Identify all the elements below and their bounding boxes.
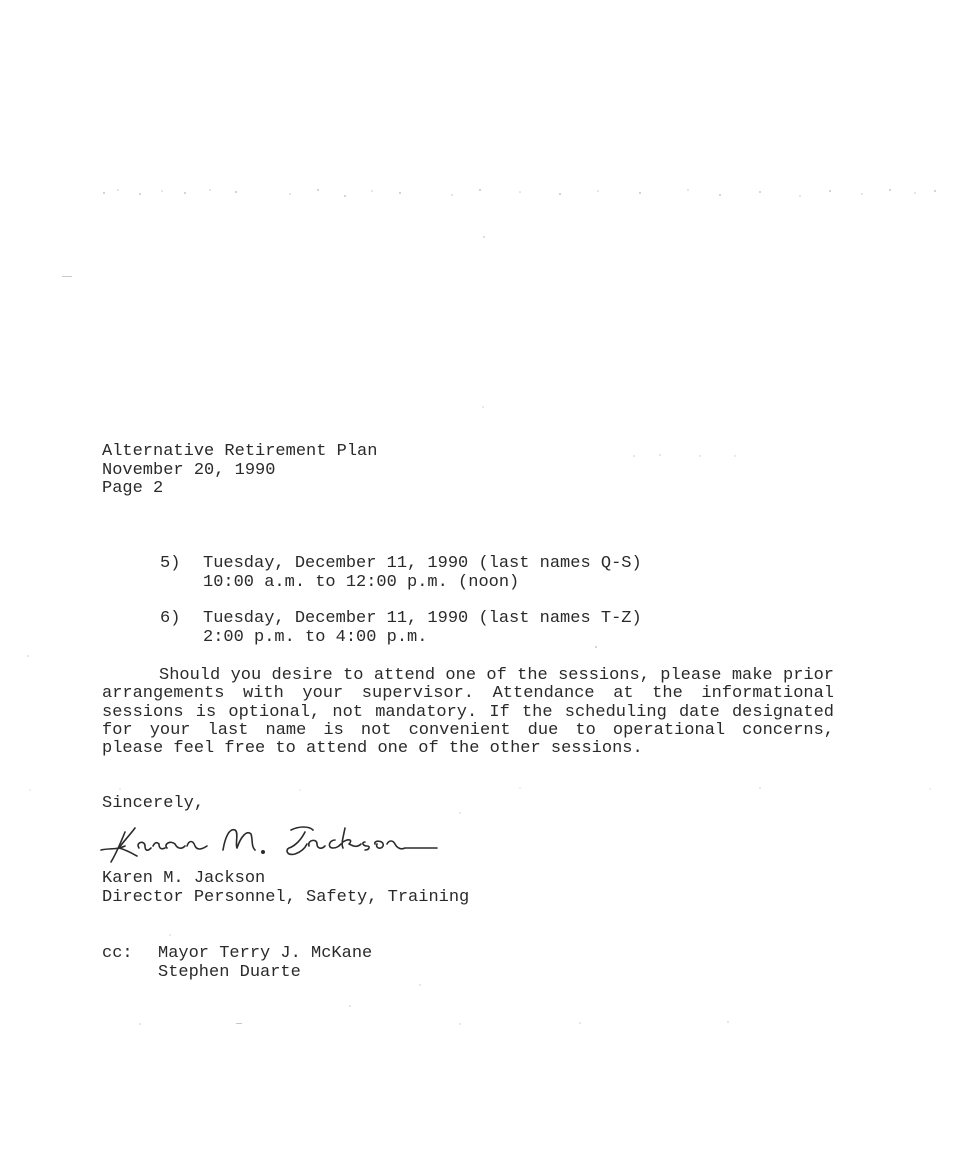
session-time: 2:00 p.m. to 4:00 p.m. — [203, 627, 428, 647]
signer-name: Karen M. Jackson — [102, 869, 266, 888]
session-number: 6) — [160, 609, 181, 628]
session-item — [160, 610, 642, 647]
session-date: Tuesday, December 11, 1990 (last names T-Z) — [203, 609, 642, 628]
header-subject: Alternative Retirement Plan — [102, 442, 378, 461]
header-date: November 20, 1990 — [102, 460, 276, 480]
cc-recipient: Stephen Duarte — [158, 963, 301, 982]
signer-block — [102, 869, 469, 907]
cc-recipient: Mayor Terry J. McKane — [158, 944, 373, 963]
header-page-number: Page 2 — [102, 479, 164, 498]
handwritten-signature — [95, 810, 445, 870]
cc-block — [102, 944, 372, 982]
cc-label: cc: — [102, 944, 133, 963]
session-date: Tuesday, December 11, 1990 (last names Q-S) — [203, 554, 642, 573]
session-time: 10:00 a.m. to 12:00 p.m. (noon) — [203, 572, 520, 592]
session-item — [160, 555, 642, 592]
signer-title: Director Personnel, Safety, Training — [102, 888, 470, 907]
session-number: 5) — [160, 554, 181, 573]
closing: Sincerely, — [102, 794, 205, 813]
body-paragraph: Should you desire to attend one of the sessions, please make prior arrangements with your supervisor. Attendance at the informational sessions is optional, not mandatory. If the scheduling date designated for your last name is not convenient due to operational concerns, please feel free to attend one of the other sessions. — [102, 666, 834, 759]
letter-header — [102, 443, 377, 499]
session-list — [160, 555, 642, 665]
